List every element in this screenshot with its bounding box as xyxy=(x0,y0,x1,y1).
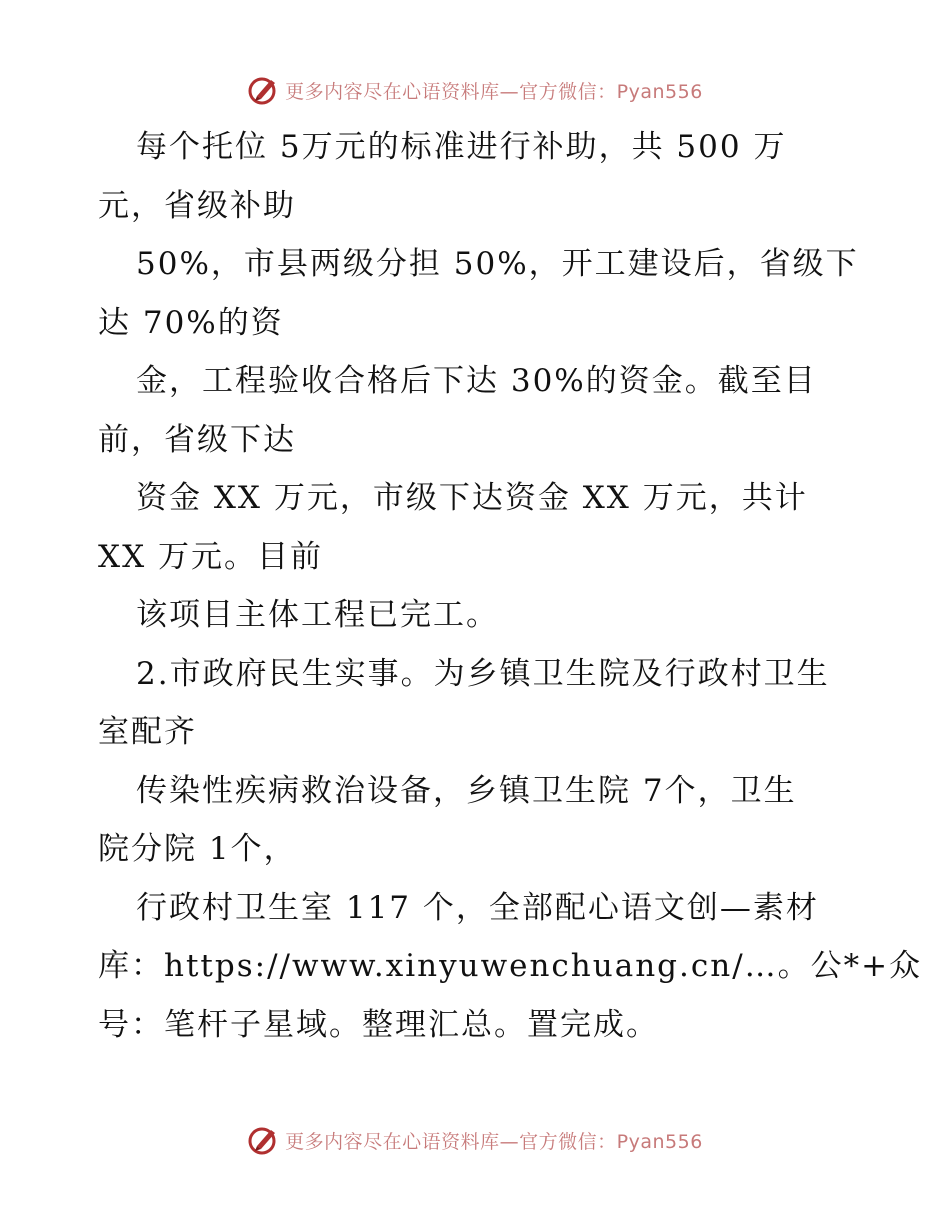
body-line: 资金 XX 万元，市级下达资金 XX 万元，共计 xyxy=(136,480,808,516)
footer-banner-text: 更多内容尽在心语资料库—官方微信：Pyan556 xyxy=(285,1130,703,1153)
body-line: 号：笔杆子星域。整理汇总。置完成。 xyxy=(98,1006,659,1043)
pen-logo-icon xyxy=(247,1124,279,1156)
body-line: 2.市政府民生实事。为乡镇卫生院及行政村卫生 xyxy=(136,655,830,692)
body-line: 该项目主体工程已完工。 xyxy=(136,597,499,633)
header-banner-text: 更多内容尽在心语资料库—官方微信：Pyan556 xyxy=(285,80,703,103)
body-line: 传染性疾病救治设备，乡镇卫生院 7个，卫生 xyxy=(136,772,797,809)
body-line: 前，省级下达 xyxy=(98,421,296,458)
body-line: 元，省级补助 xyxy=(98,187,296,224)
body-line: 50%，市县两级分担 50%，开工建设后，省级下 xyxy=(136,246,859,282)
body-line: 行政村卫生室 117 个，全部配心语文创—素材 xyxy=(136,889,819,926)
document-body xyxy=(98,118,923,1054)
body-line: 院分院 1个， xyxy=(98,831,297,867)
body-line: 达 70%的资 xyxy=(98,304,284,341)
pen-logo-icon xyxy=(247,74,279,106)
body-line: XX 万元。目前 xyxy=(98,538,323,575)
header-banner xyxy=(0,70,950,110)
footer-banner xyxy=(0,1120,950,1160)
body-line: 每个托位 5万元的标准进行补助，共 500 万 xyxy=(136,129,787,165)
body-line: 金，工程验收合格后下达 30%的资金。截至目 xyxy=(136,363,817,399)
body-line: 室配齐 xyxy=(98,714,197,750)
body-line: 库：https://www.xinyuwenchuang.cn/…。公*+众 xyxy=(98,948,923,984)
